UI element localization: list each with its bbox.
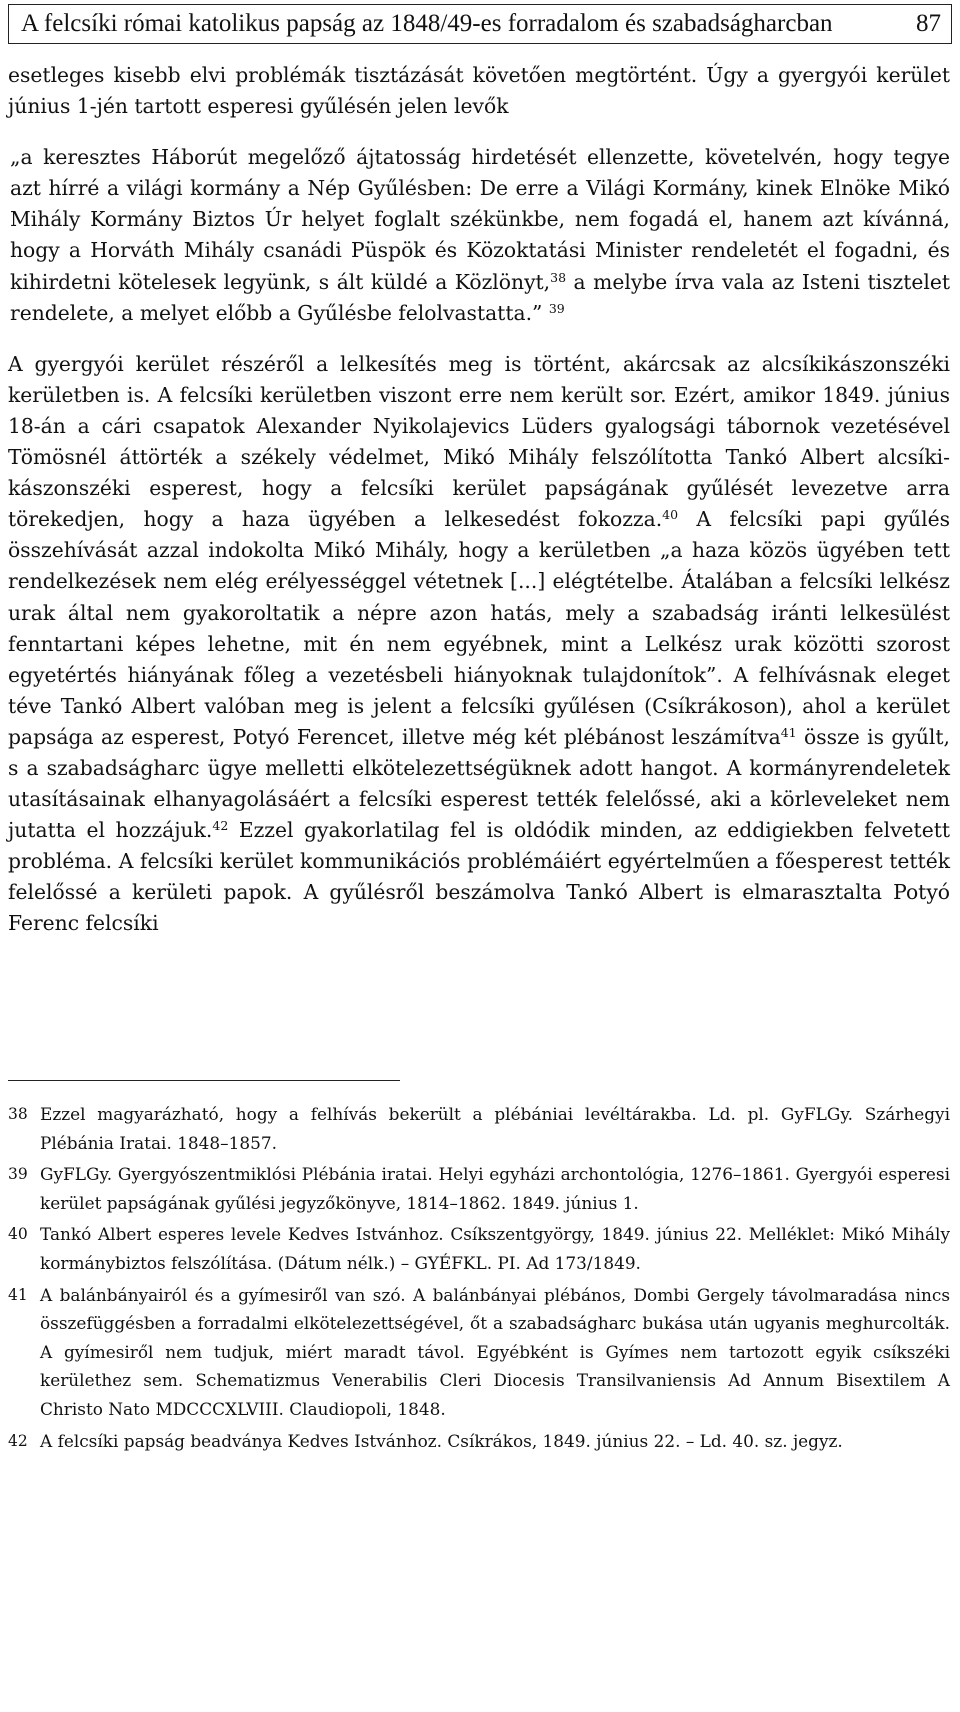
quote-text-a: „a keresztes Háborút megelőző ájtatosság hirdetését ellenzette, követelvén, hogy tegye azt hírré a világi kormány a Nép Gyűlésben: De erre a Világi Kormány, kinek Elnöke Mikó Mihály Kormány Biztos Úr helyet foglalt székünkbe, nem fogadá el, hanem azt kívánná, hogy a Horváth Mihály csanádi Püspök és Közoktatási Minister rendeletét el fogadni, és kihirdetni kötelesek legyünk, s ált küldé a Közlönyt, xyxy=(10,145,950,294)
footnote-ref-41[interactable]: 41 xyxy=(780,724,797,740)
body-text-4: Ezzel gyakorlatilag fel is oldódik minden, az eddigiekben felvetett probléma. A felcsíki kerület kommunikációs problémáiért egyértelműen a főesperest tették felelőssé a kerületi papok. A gyűlésről beszámolva Tankó Albert is elmarasztalta Potyó Ferenc felcsíki xyxy=(8,818,951,936)
page-number: 87 xyxy=(916,10,941,37)
body-paragraph xyxy=(8,349,950,940)
intro-paragraph: esetleges kisebb elvi problémák tisztázását követően megtörtént. Úgy a gyergyói kerület június 1-jén tartott esperesi gyűlésén jelen levők xyxy=(8,63,950,119)
footnote-item xyxy=(8,1427,950,1456)
footnote-item xyxy=(8,1281,950,1424)
footnote-ref-38[interactable]: 38 xyxy=(550,269,567,285)
footnote-text: GyFLGy. Gyergyószentmiklósi Plébánia iratai. Helyi egyházi archontológia, 1276–1861. Gyergyói esperesi kerület papságának gyűlési jegyzőkönyve, 1814–1862. 1849. június 1. xyxy=(40,1164,950,1213)
footnote-item xyxy=(8,1220,950,1277)
footnote-item xyxy=(8,1100,950,1157)
footnote-text: Ezzel magyarázható, hogy a felhívás bekerült a plébániai levéltárakba. Ld. pl. GyFLGy. Szárhegyi Plébánia Iratai. 1848–1857. xyxy=(40,1104,950,1153)
footnote-text: A felcsíki papság beadványa Kedves Istvánhoz. Csíkrákos, 1849. június 22. – Ld. 40. sz. jegyz. xyxy=(40,1430,843,1451)
running-header xyxy=(8,4,952,44)
footnote-item xyxy=(8,1160,950,1217)
footnote-number: 40 xyxy=(8,1225,28,1244)
quote-text-b: a melybe írva vala az Isteni tisztelet rendelete, a melyet előbb a Gyűlésbe felolvastatta.” xyxy=(10,269,950,325)
footnote-number: 39 xyxy=(8,1165,28,1184)
body-text-3: össze is gyűlt, s a szabadságharc ügye melletti elkötelezettségüknek adott hangot. A kormányrendeletek utasításainak elhanyagolásáért a felcsíki esperest tették felelőssé, aki a körleveleket nem jutatta el hozzájuk. xyxy=(8,724,950,843)
footnote-text: Tankó Albert esperes levele Kedves Istvánhoz. Csíkszentgyörgy, 1849. június 22. Melléklet: Mikó Mihály kormánybiztos felszólítása. (Dátum nélk.) – GYÉFKL. PI. Ad 173/1849. xyxy=(40,1224,950,1273)
footnote-ref-39[interactable]: 39 xyxy=(548,300,565,316)
body-text-2: A felcsíki papi gyűlés összehívását azzal indokolta Mikó Mihály, hogy a kerületben „a haza közös ügyében tett rendelkezések nem elég erélyességgel vétetnek [...] elégtételbe. Átalában a felcsíki lelkész urak által nem gyakoroltatik a népre azon hatás, mely a szabadság iránti lelkesülést fenntartani képes lehetne, mit én nem egyébnek, mint a Lelkész urak közötti szorost egyetértés hiányának főleg a vezetésbeli hiányoknak tulajdonítok”. A felhívásnak eleget téve Tankó Albert valóban meg is jelent a felcsíki gyűlésen (Csíkrákoson), ahol a kerület papsága az esperest, Potyó Ferencet, illetve még két plébánost leszámítva xyxy=(8,507,950,749)
footnote-number: 41 xyxy=(8,1285,28,1304)
footnote-number: 42 xyxy=(8,1431,28,1450)
running-title: A felcsíki római katolikus papság az 1848/49-es forradalom és szabadságharcban xyxy=(21,10,833,37)
main-text xyxy=(8,60,950,940)
body-text-1: A gyergyói kerület részéről a lelkesítés meg is történt, akárcsak az alcsíkikászonszéki kerületben is. A felcsíki kerületben viszont erre nem került sor. Ezért, amikor 1849. június 18-án a cári csapatok Alexander Nyikolajevics Lüders gyalogsági tábornok vezetésével Tömösnél áttörték a székely védelmet, Mikó Mihály felszólította Tankó Albert alcsíki-kászonszéki esperest, hogy a felcsíki kerület papságának gyűlését levezetve arra törekedjen, hogy a haza ügyében a lelkesedést fokozza. xyxy=(8,351,950,532)
footnote-separator xyxy=(8,1080,400,1081)
block-quote xyxy=(8,142,950,329)
footnote-text: A balánbányairól és a gyímesiről van szó. A balánbányai plébános, Dombi Gergely távolmaradása nincs összefüggésben a forradalmi elkötelezettségével, őt a szabadságharc bukása után ugyanis meghurcolták. A gyímesiről nem tudjuk, miért maradt távol. Egyébként is Gyímes nem tartozott egyik csíkszéki kerülethez sem. Schematizmus Venerabilis Cleri Diocesis Transilvaniensis Ad Annum Bisextilem A Christo Nato MDCCCXLVIII. Claudiopoli, 1848. xyxy=(40,1284,950,1419)
footnote-ref-42[interactable]: 42 xyxy=(212,818,229,834)
footnote-number: 38 xyxy=(8,1105,28,1123)
footnote-ref-40[interactable]: 40 xyxy=(662,507,679,523)
footnotes xyxy=(8,1100,950,1458)
